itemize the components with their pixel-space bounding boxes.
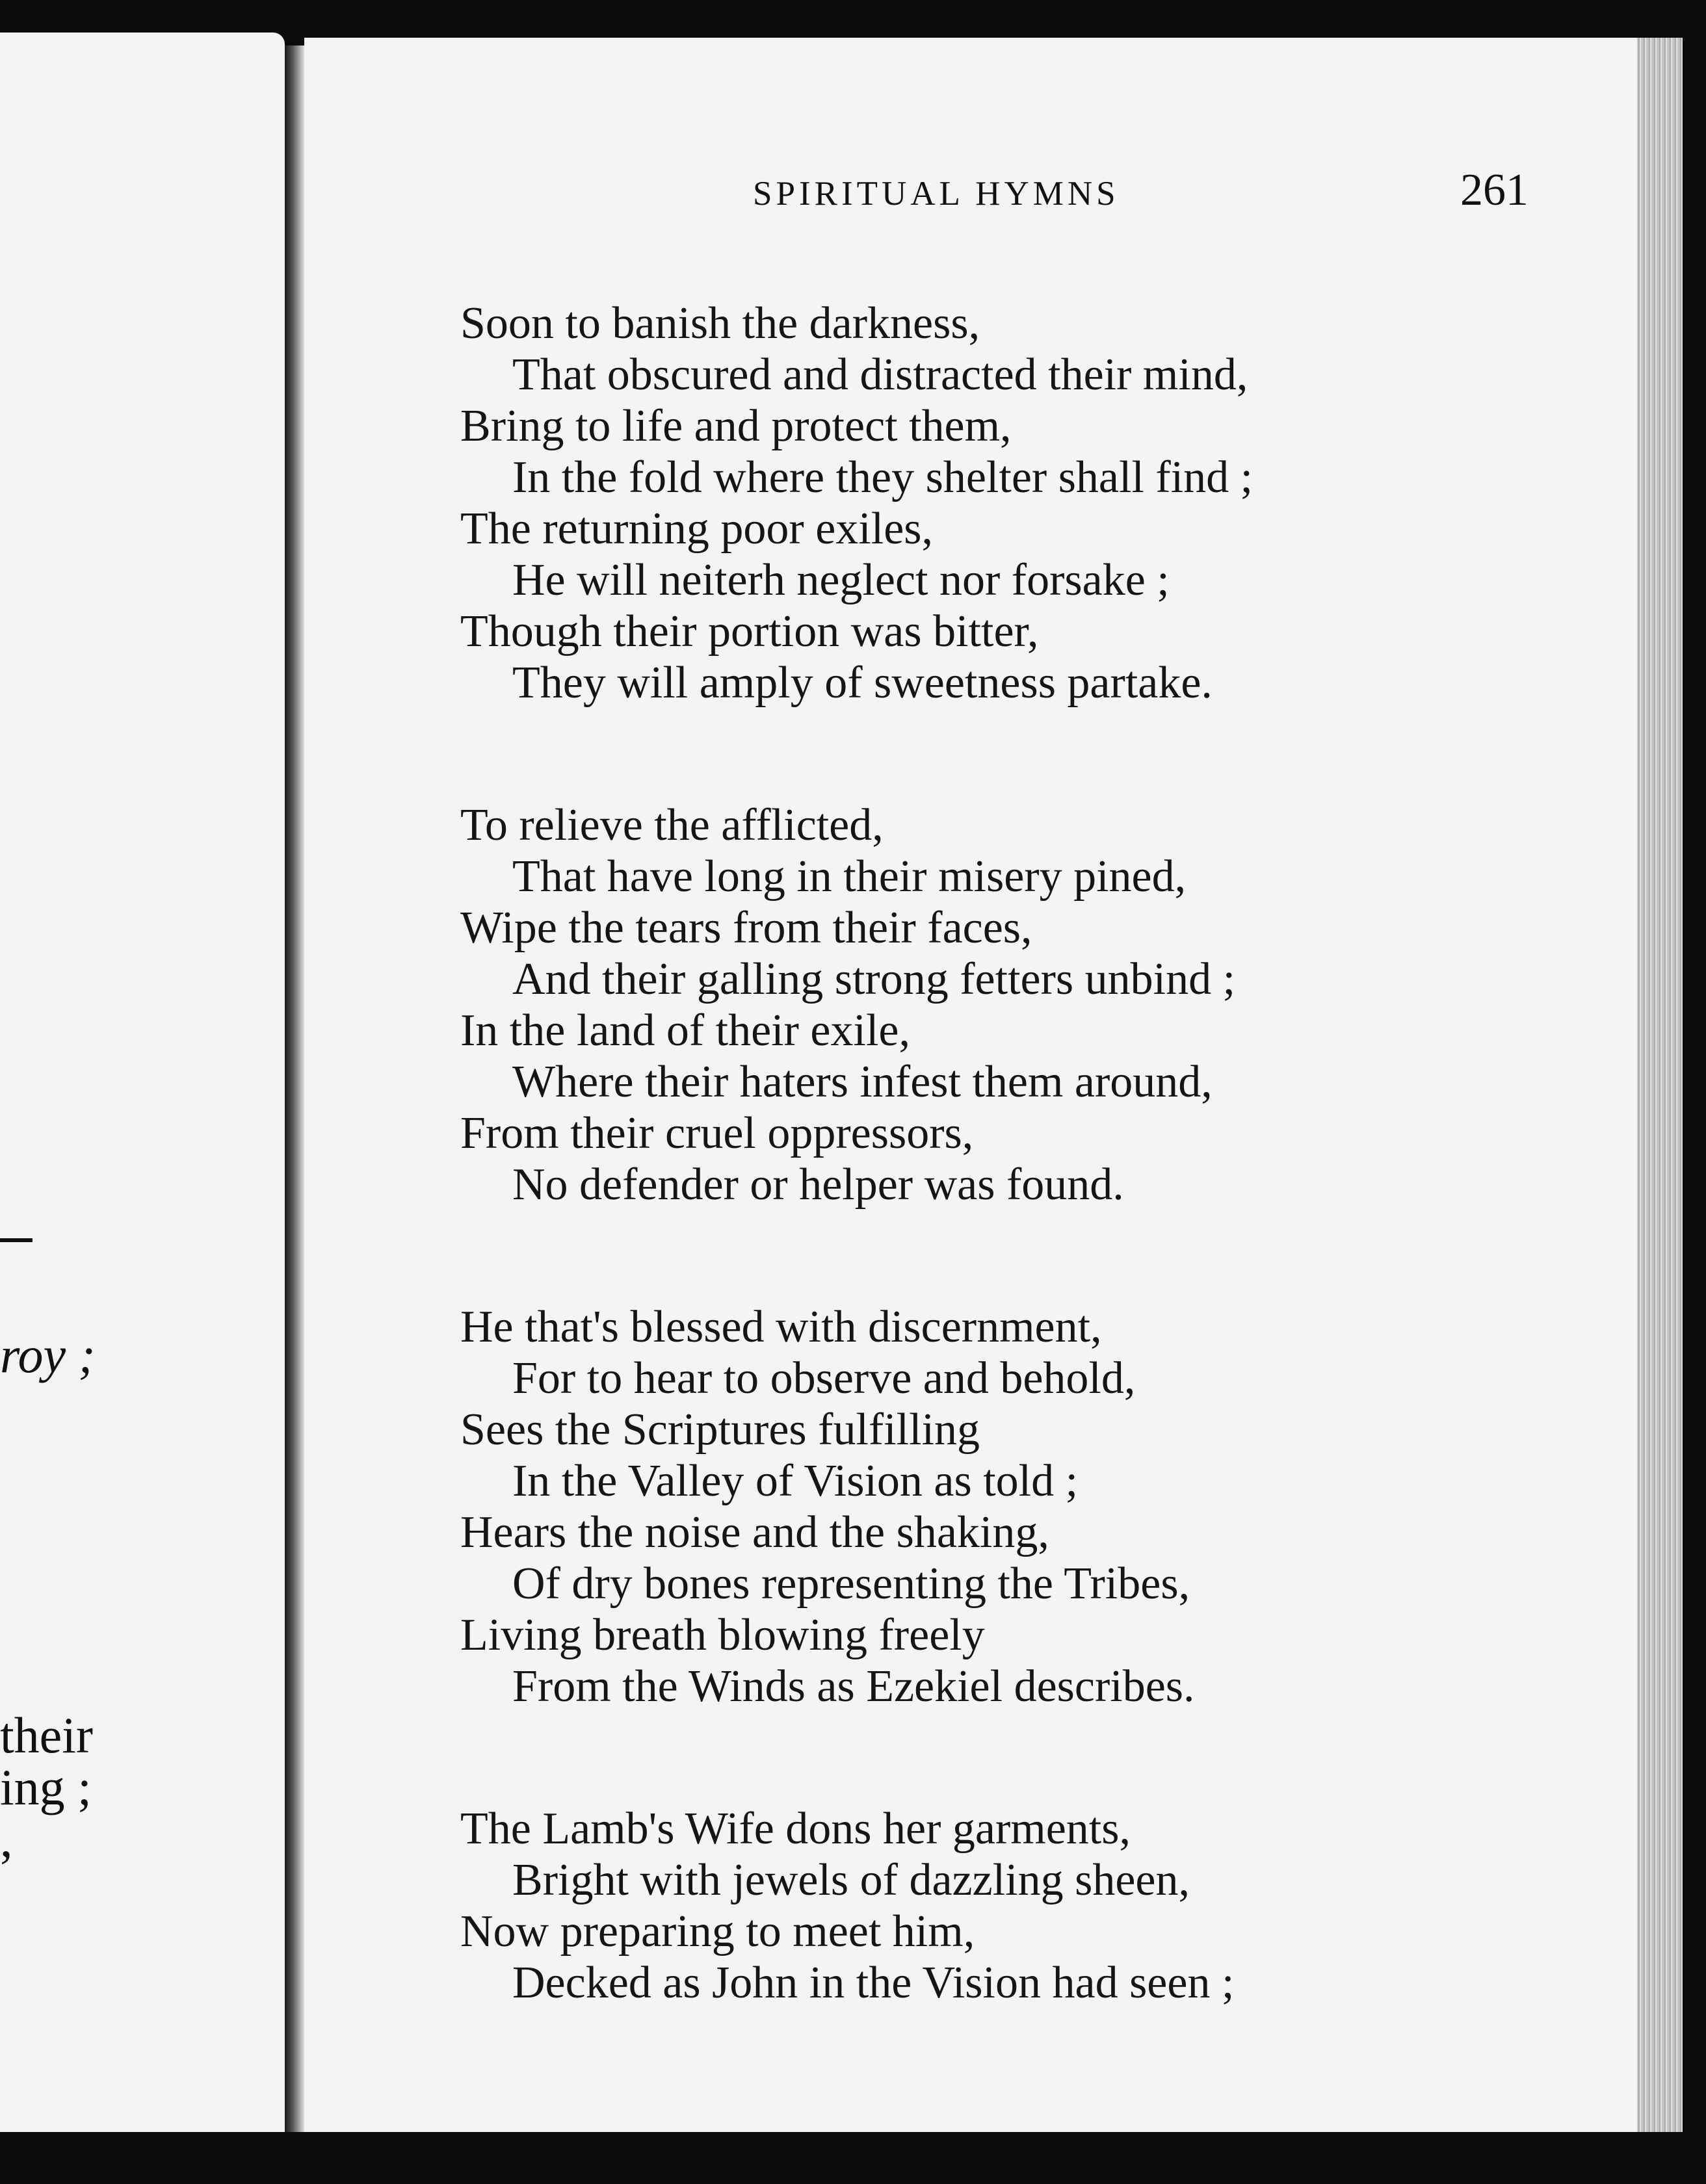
poem <box>460 298 1631 2100</box>
verse-line: And their galling strong fetters unbind ; <box>512 954 1236 1004</box>
verse-line: Now preparing to meet him, <box>460 1906 975 1956</box>
left-page-fragment: ing ; <box>0 1759 92 1815</box>
verse-line: From the Winds as Ezekiel describes. <box>512 1661 1195 1711</box>
stanza <box>460 298 1631 708</box>
verse-line: That have long in their misery pined, <box>512 852 1187 902</box>
verse-line: That obscured and distracted their mind, <box>512 350 1248 400</box>
page-edge <box>1637 38 1683 2132</box>
verse-line: To relieve the afflicted, <box>460 800 884 850</box>
page-number: 261 <box>1460 165 1529 215</box>
verse-line: Hears the noise and the shaking, <box>460 1507 1049 1557</box>
verse-line: In the Valley of Vision as told ; <box>512 1456 1079 1506</box>
verse-line: In the fold where they shelter shall find ; <box>512 452 1253 502</box>
verse-line: Living breath blowing freely <box>460 1610 985 1660</box>
verse-line: He will neiterh neglect nor forsake ; <box>512 555 1170 605</box>
verse-line: The returning poor exiles, <box>460 504 934 554</box>
book-binding <box>285 46 304 2132</box>
verse-line: Wipe the tears from their faces, <box>460 903 1032 953</box>
verse-line: Bring to life and protect them, <box>460 401 1012 451</box>
verse-line: For to hear to observe and behold, <box>512 1353 1136 1403</box>
left-page-fragment: their <box>0 1707 93 1763</box>
verse-line: In the land of their exile, <box>460 1006 910 1056</box>
verse-line: Where their haters infest them around, <box>512 1057 1213 1107</box>
verse-line: Though their portion was bitter, <box>460 606 1039 656</box>
verse-line: No defender or helper was found. <box>512 1160 1124 1210</box>
verse-line: Soon to banish the darkness, <box>460 298 980 348</box>
verse-line: Of dry bones representing the Tribes, <box>512 1559 1190 1609</box>
verse-line: Decked as John in the Vision had seen ; <box>512 1958 1235 2008</box>
verse-line: They will amply of sweetness partake. <box>512 658 1213 708</box>
verse-line: Sees the Scriptures fulfilling <box>460 1405 980 1455</box>
left-page <box>0 32 285 2132</box>
stanza <box>460 800 1631 1210</box>
verse-line: From their cruel oppressors, <box>460 1108 974 1158</box>
verse-line: He that's blessed with discernment, <box>460 1302 1102 1352</box>
running-head: SPIRITUAL HYMNS <box>753 175 1120 213</box>
left-page-fragment: roy ; <box>0 1327 96 1383</box>
stanza <box>460 1803 1631 2008</box>
right-page <box>304 38 1683 2132</box>
left-page-fragment: , <box>0 1811 13 1867</box>
verse-line: Bright with jewels of dazzling sheen, <box>512 1855 1190 1905</box>
left-page-rule <box>0 1238 33 1242</box>
verse-line: The Lamb's Wife dons her garments, <box>460 1804 1131 1854</box>
stanza <box>460 1301 1631 1712</box>
